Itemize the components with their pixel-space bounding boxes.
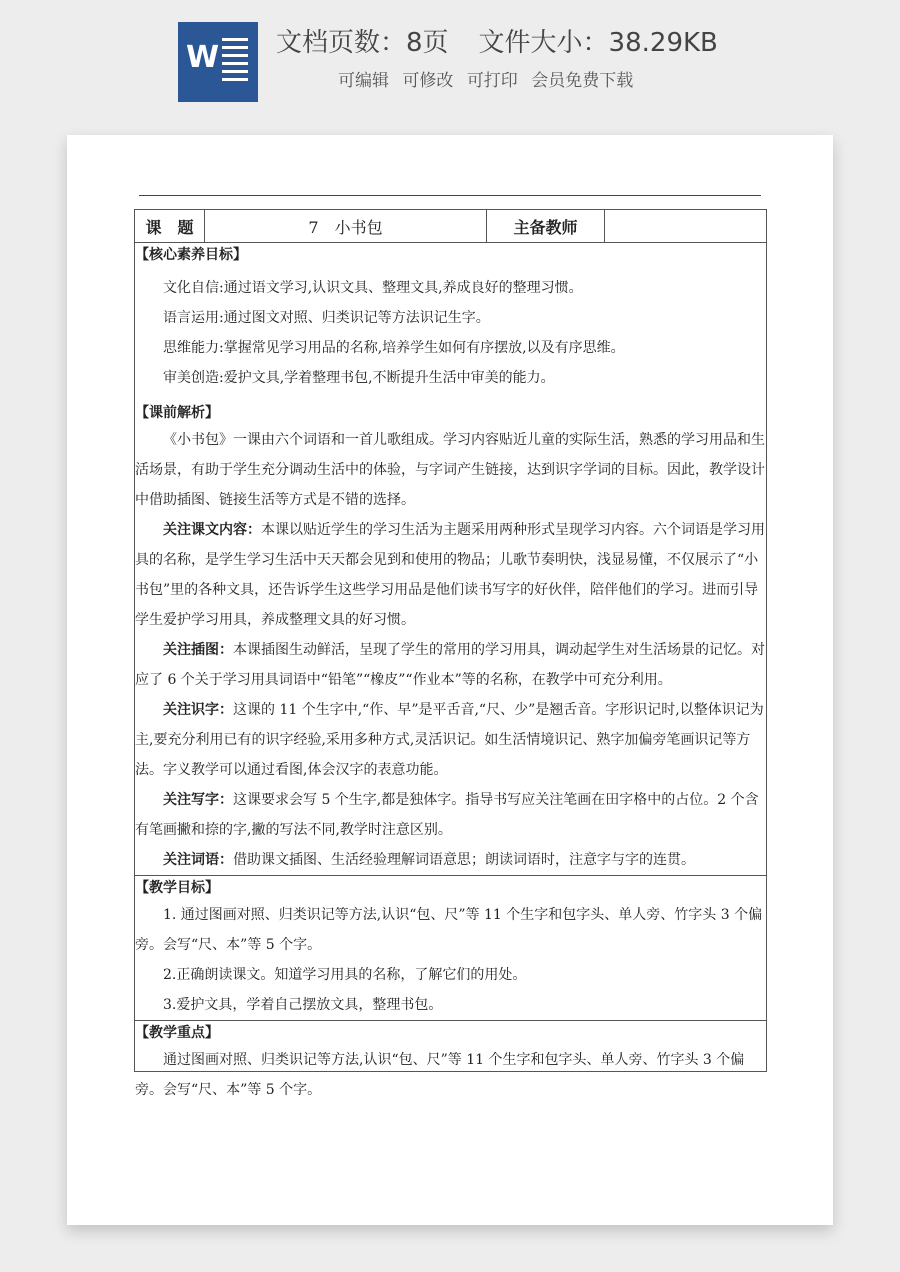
topic-value: 7 小书包 bbox=[205, 210, 487, 243]
feature-printable: 可打印 bbox=[466, 71, 518, 91]
page-count: 文档页数：8页 bbox=[276, 28, 449, 58]
topic-label: 课 题 bbox=[135, 210, 205, 243]
goals-section bbox=[135, 876, 767, 1021]
word-document-icon: W bbox=[178, 22, 258, 102]
analysis-point-content: 关注课文内容：本课以贴近学生的学习生活为主题采用两种形式呈现学习内容。六个词语是学习用具的名称，是学生学习生活中天天都会见到和使用的物品；儿歌节奏明快，浅显易懂，不仅展示了“小书包”里的各种文具，还告诉学生这些学习用品是他们读书写字的好伙伴，陪伴他们的学习。进而引导学生爱护学习用具，养成整理文具的好习惯。 bbox=[135, 522, 765, 628]
analysis-title: 【课前解析】 bbox=[135, 405, 219, 421]
feature-member-download: 会员免费下载 bbox=[531, 71, 634, 91]
document-page bbox=[67, 135, 833, 1225]
key-text: 通过图画对照、归类识记等方法,认识“包、尺”等 11 个生字和包字头、单人旁、竹字头 3 个偏旁。会写“尺、本”等 5 个字。 bbox=[135, 1052, 745, 1098]
core-section bbox=[135, 243, 767, 876]
download-banner bbox=[0, 0, 900, 130]
core-title: 【核心素养目标】 bbox=[135, 247, 247, 263]
analysis-point-words: 关注词语：借助课文插图、生活经验理解词语意思；朗读词语时，注意字与字的连贯。 bbox=[163, 852, 695, 868]
goal-item-1: 1. 通过图画对照、归类识记等方法,认识“包、尺”等 11 个生字和包字头、单人旁、竹字头 3 个偏旁。会写“尺、本”等 5 个字。 bbox=[135, 907, 763, 953]
key-section bbox=[135, 1021, 767, 1072]
banner-title bbox=[276, 22, 718, 59]
core-item-thinking: 思维能力:掌握常见学习用品的名称,培养学生如何有序摆放,以及有序思维。 bbox=[163, 340, 625, 356]
analysis-point-writing: 关注写字：这课要求会写 5 个生字,都是独体字。指导书写应关注笔画在田字格中的占位。2 个含有笔画撇和捺的字,撇的写法不同,教学时注意区别。 bbox=[135, 792, 759, 838]
header-rule bbox=[139, 195, 761, 196]
core-item-language: 语言运用:通过图文对照、归类识记等方法识记生字。 bbox=[163, 310, 490, 326]
feature-editable: 可编辑 bbox=[338, 71, 389, 91]
header-row bbox=[135, 210, 767, 243]
analysis-point-characters: 关注识字：这课的 11 个生字中,“作、早”是平舌音,“尺、少”是翘舌音。字形识记时,以整体识记为主,要充分利用已有的识字经验,采用多种方式,灵活识记。如生活情境识记、熟字加偏旁笔画识记等方法。字义教学可以通过看图,体会汉字的表意功能。 bbox=[135, 702, 764, 778]
key-title: 【教学重点】 bbox=[135, 1025, 219, 1041]
file-size: 文件大小：38.29KB bbox=[478, 28, 718, 58]
analysis-point-illustration: 关注插图：本课插图生动鲜活，呈现了学生的常用的学习用具，调动起学生对生活场景的记忆。对应了 6 个关于学习用具词语中“铅笔”“橡皮”“作业本”等的名称，在教学中可充分利用。 bbox=[135, 642, 765, 688]
goal-item-3: 3.爱护文具，学着自己摆放文具，整理书包。 bbox=[163, 997, 443, 1013]
teacher-label: 主备教师 bbox=[487, 210, 605, 243]
banner-features bbox=[338, 66, 641, 91]
core-item-aesthetic: 审美创造:爱护文具,学着整理书包,不断提升生活中审美的能力。 bbox=[163, 370, 555, 386]
feature-modifiable: 可修改 bbox=[402, 71, 454, 91]
core-item-culture: 文化自信:通过语文学习,认识文具、整理文具,养成良好的整理习惯。 bbox=[163, 280, 583, 296]
lesson-plan-table bbox=[134, 209, 767, 1098]
teacher-value bbox=[605, 210, 767, 243]
goal-item-2: 2.正确朗读课文。知道学习用具的名称，了解它们的用处。 bbox=[163, 967, 527, 983]
goals-title: 【教学目标】 bbox=[135, 880, 219, 896]
analysis-intro: 《小书包》一课由六个词语和一首儿歌组成。学习内容贴近儿童的实际生活，熟悉的学习用品和生活场景，有助于学生充分调动生活中的体验，与字词产生链接，达到识字学词的目标。因此，教学设计中借助插图、链接生活等方式是不错的选择。 bbox=[135, 432, 765, 508]
